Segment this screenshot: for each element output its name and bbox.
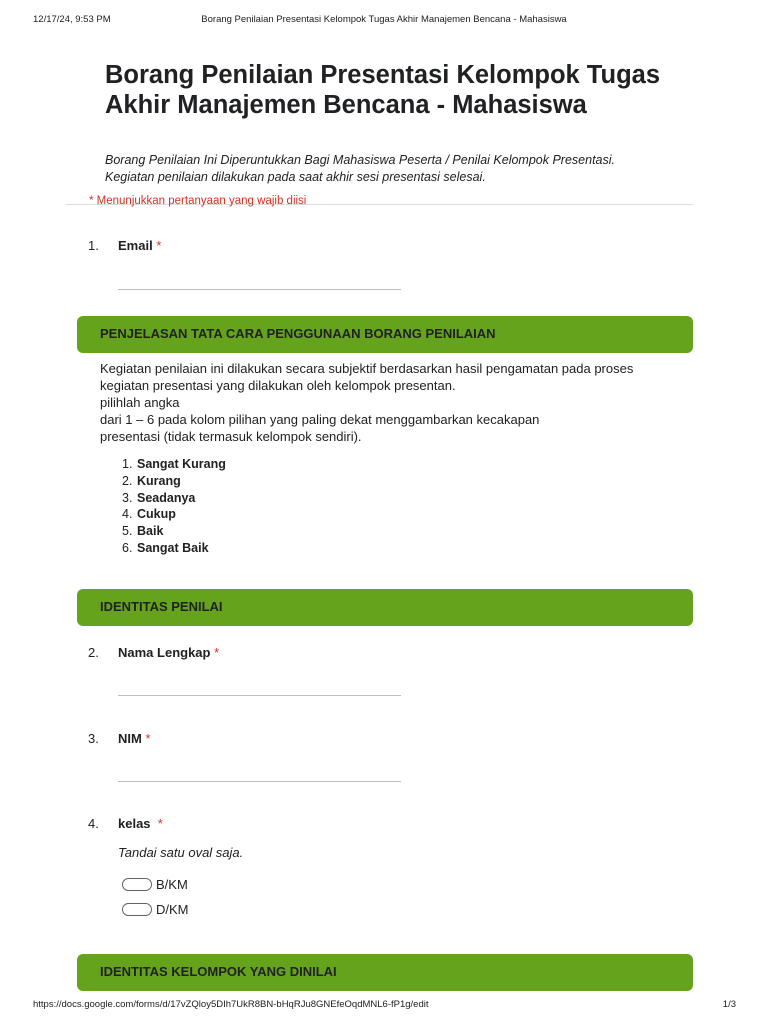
section-description-line: kegiatan presentasi yang dilakukan oleh kelompok presentan. (100, 378, 456, 393)
question-number: 2. (88, 645, 99, 660)
section-header-identitas-kelompok (77, 954, 693, 991)
list-item (122, 523, 226, 540)
list-item-label: Seadanya (137, 490, 196, 505)
question-label: NIM (118, 731, 142, 746)
radio-oval-icon[interactable] (122, 878, 152, 891)
question-hint: Tandai satu oval saja. (118, 845, 244, 860)
question-number: 4. (88, 816, 99, 831)
list-item-label: Cukup (137, 507, 176, 522)
section-description-line: pilihlah angka (100, 395, 180, 410)
print-page-title: Borang Penilaian Presentasi Kelompok Tugas Akhir Manajemen Bencana - Mahasiswa (201, 14, 567, 25)
question-number: 3. (88, 731, 99, 746)
question-nim (88, 731, 151, 746)
email-field[interactable] (118, 289, 401, 290)
section-header-penjelasan (77, 316, 693, 353)
question-email (88, 238, 161, 253)
print-url: https://docs.google.com/forms/d/17vZQloy5DIh7UkR8BN-bHqRJu8GNEfeOqdMNL6-fP1g/edit (33, 999, 429, 1010)
list-item-number: 1. (122, 457, 133, 471)
list-item (122, 540, 226, 557)
required-note: * Menunjukkan pertanyaan yang wajib diisi (89, 195, 307, 207)
form-description-line: Kegiatan penilaian dilakukan pada saat akhir sesi presentasi selesai. (105, 170, 486, 184)
radio-option-b-km[interactable] (122, 877, 188, 892)
required-asterisk: * (157, 816, 163, 831)
form-description-line: Borang Penilaian Ini Diperuntukkan Bagi Mahasiswa Peserta / Penilai Kelompok Presentasi. (105, 153, 616, 167)
list-item-label: Sangat Baik (137, 540, 209, 555)
required-asterisk: * (214, 645, 220, 660)
section-title: IDENTITAS KELOMPOK YANG DINILAI (100, 964, 337, 979)
section-description (100, 360, 680, 445)
question-label: kelas (118, 816, 151, 831)
rating-scale-list (122, 456, 226, 557)
question-kelas (88, 816, 163, 831)
list-item-label: Kurang (137, 473, 181, 488)
list-item-number: 5. (122, 524, 133, 539)
nama-lengkap-field[interactable] (118, 695, 401, 696)
required-asterisk: * (156, 238, 162, 253)
radio-option-label: D/KM (156, 902, 189, 917)
form-title: Borang Penilaian Presentasi Kelompok Tugas Akhir Manajemen Bencana - Mahasiswa (105, 61, 661, 119)
list-item-number: 3. (122, 490, 133, 505)
list-item (122, 490, 226, 507)
question-number: 1. (88, 238, 99, 253)
section-description-line: dari 1 – 6 pada kolom pilihan yang paling dekat menggambarkan kecakapan (100, 412, 540, 427)
radio-option-label: B/KM (156, 877, 188, 892)
print-page-number: 1/3 (722, 999, 736, 1010)
list-item-number: 2. (122, 473, 133, 488)
list-item-number: 6. (122, 540, 133, 555)
section-description-line: Kegiatan penilaian ini dilakukan secara subjektif berdasarkan hasil pengamatan pada proses (100, 361, 634, 376)
question-label: Nama Lengkap (118, 645, 211, 660)
radio-option-d-km[interactable] (122, 902, 189, 917)
radio-oval-icon[interactable] (122, 903, 152, 916)
required-asterisk: * (145, 731, 151, 746)
section-title: PENJELASAN TATA CARA PENGGUNAAN BORANG PENILAIAN (100, 326, 496, 341)
list-item-label: Baik (137, 524, 164, 539)
question-label: Email (118, 238, 153, 253)
list-item (122, 473, 226, 490)
question-nama-lengkap (88, 645, 219, 660)
section-title: IDENTITAS PENILAI (100, 599, 223, 614)
print-datetime: 12/17/24, 9:53 PM (33, 14, 111, 25)
list-item (122, 506, 226, 523)
nim-field[interactable] (118, 781, 401, 782)
list-item-number: 4. (122, 507, 133, 522)
section-description-line: presentasi (tidak termasuk kelompok sendiri). (100, 429, 362, 444)
list-item-label: Sangat Kurang (137, 457, 226, 471)
section-header-identitas-penilai (77, 589, 693, 626)
list-item (122, 456, 226, 473)
form-description (105, 152, 705, 186)
